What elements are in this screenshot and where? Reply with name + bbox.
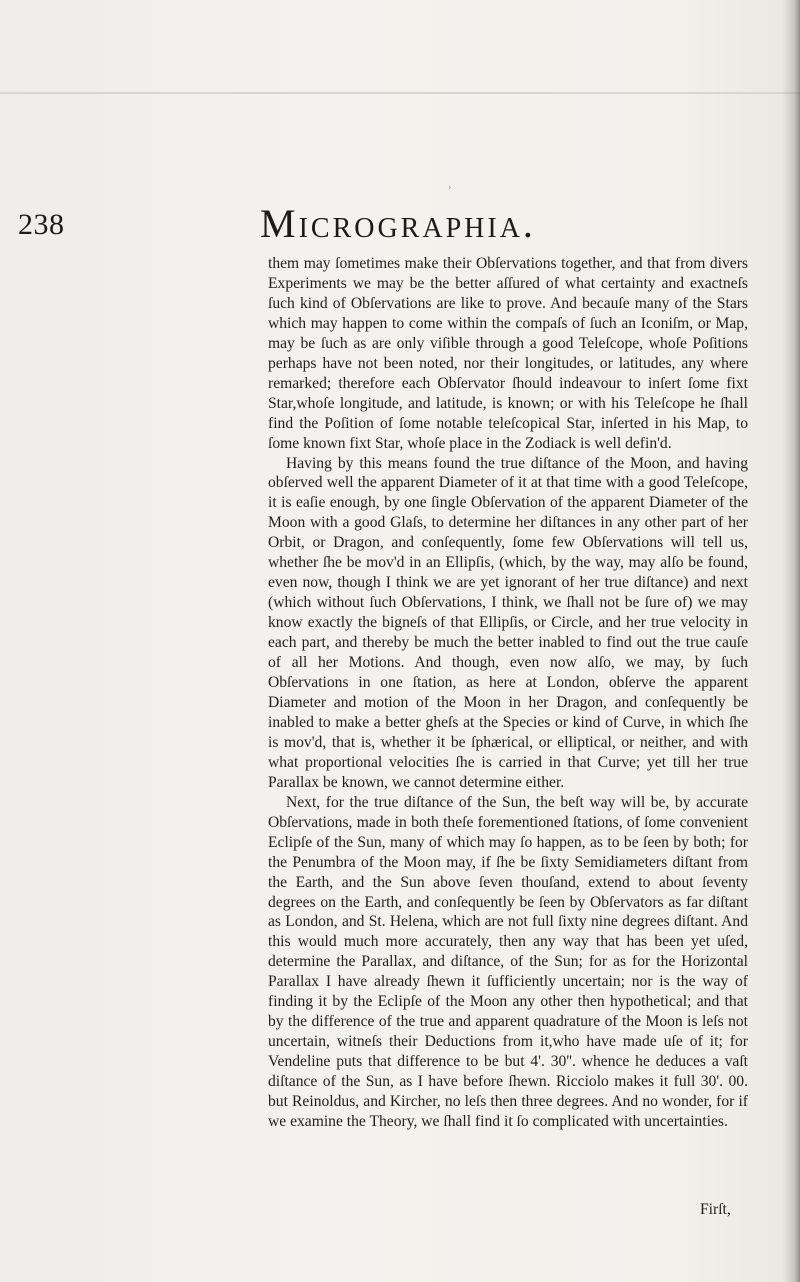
page-tick-mark: › — [448, 182, 452, 193]
body-text — [268, 254, 748, 1132]
catchword: Firſt, — [700, 1201, 731, 1218]
scan-edge-line — [0, 92, 800, 94]
paragraph-3: Next, for the true diſtance of the Sun, the beſt way will be, by accurate Obſervations, made in both theſe forementioned ſtations, of ſome convenient Eclipſe of the Sun, many of which may ſo happen, as to be ſeen by both; for the Penumbra of the Moon may, if ſhe be ſixty Semidiameters diſtant from the Earth, and the Sun above ſeven thouſand, extend to about ſeventy degrees on the Earth, and conſequently be ſeen by Obſervators as far diſtant as London, and St. Helena, which are not full ſixty nine degrees diſtant. And this would much more accurately, then any way that has been yet uſed, determine the Parallax, and diſtance, of the Sun; for as for the Horizontal Parallax I have already ſhewn it ſufficiently uncertain; nor is the way of finding it by the Eclipſe of the Moon any other then hypothetical; and that by the difference of the true and apparent quadrature of the Moon is leſs not uncertain, witneſs their Deductions from it,who have made uſe of it; for Vendeline puts that difference to be but 4'. 30''. whence he deduces a vaſt diſtance of the Sun, as I have before ſhewn. Ricciolo makes it full 30'. 00. but Reinoldus, and Kircher, no leſs then three degrees. And no wonder, for if we examine the Theory, we ſhall find it ſo complicated with uncertainties. — [268, 793, 748, 1130]
paragraph-2: Having by this means found the true diſtance of the Moon, and having obſerved well the apparent Diameter of it at that time with a good Teleſcope, it is eaſie enough, by one ſingle Obſervation of the apparent Diameter of the Moon with a good Glaſs, to determine her diſtances in any other part of her Orbit, or Dragon, and conſequently, ſome few Obſervations will tell us, whether ſhe be mov'd in an Ellipſis, (which, by the way, may alſo be found, even now, though I think we are yet ignorant of her true diſtance) and next (which without ſuch Obſervations, I think, we ſhall not be ſure of) we may know exactly the bigneſs of that Ellipſis, or Circle, and her true velocity in each part, and thereby be much the better inabled to find out the true cauſe of all her Motions. And though, even now alſo, we may, by ſuch Obſervations in one ſtation, as here at London, obſerve the apparent Diameter and motion of the Moon in her Dragon, and conſequently be inabled to make a better gheſs at the Species or kind of Curve, in which ſhe is mov'd, that is, whether it be ſphærical, or elliptical, or neither, and with what proportional velocities ſhe is carried in that Curve; yet till her true Parallax be known, we cannot determine either. — [268, 454, 748, 791]
running-head: Micrographia. — [260, 201, 536, 246]
page-number: 238 — [18, 208, 65, 241]
page-gutter-shadow — [782, 0, 800, 1282]
paragraph-1: them may ſometimes make their Obſervations together, and that from divers Experiments we may be the better aſſured of what certainty and exactneſs ſuch kind of Obſervations are like to prove. And becauſe many of the Stars which may happen to come within the compaſs of ſuch an Iconiſm, or Map, may be ſuch as are only viſible through a good Teleſcope, whoſe Poſitions perhaps have not been noted, nor their longitudes, or latitudes, any where remarked; therefore each Obſervator ſhould indeavour to inſert ſome fixt Star,whoſe longitude, and latitude, is known; or with his Teleſcope he ſhall find the Poſition of ſome notable teleſcopical Star, inſerted in his Map, to ſome known fixt Star, whoſe place in the Zodiack is well defin'd. — [268, 255, 748, 452]
